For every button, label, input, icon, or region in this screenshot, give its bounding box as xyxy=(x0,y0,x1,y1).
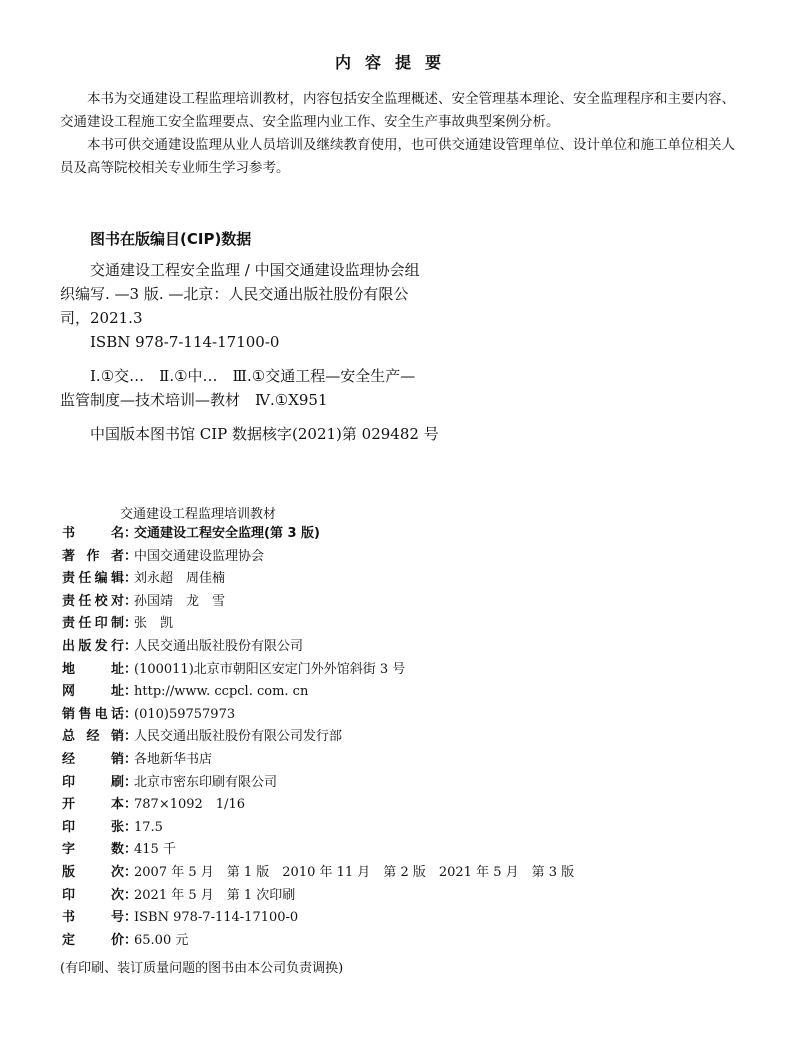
colophon-label: 责 任 印 制 xyxy=(62,616,124,632)
colophon-value: 刘永超 周佳楠 xyxy=(134,571,226,587)
colophon-value: (010)59757973 xyxy=(134,706,236,722)
colophon-row xyxy=(62,523,574,546)
summary-paragraph-2: 本书可供交通建设监理从业人员培训及继续教育使用，也可供交通建设管理单位、设计单位和施工单位相关人员及高等院校相关专业师生学习参考。 xyxy=(60,137,735,176)
summary-title: 内容提要 xyxy=(334,53,455,72)
colophon-row xyxy=(62,930,574,953)
cip-line: Ⅰ.①交… Ⅱ.①中… Ⅲ.①交通工程—安全生产— xyxy=(90,367,416,385)
colophon-label: 责 任 编 辑 xyxy=(62,571,124,587)
colophon-row xyxy=(62,794,574,817)
colophon-value: http://www. ccpcl. com. cn xyxy=(134,684,309,700)
colophon-label: 定 价 xyxy=(62,932,124,948)
colophon-label: 出 版 发 行 xyxy=(62,638,124,654)
colophon-value: 2021 年 5 月 第 1 次印刷 xyxy=(134,887,296,903)
colophon-value: 787×1092 1/16 xyxy=(134,797,245,813)
colophon-colon: ： xyxy=(124,729,138,745)
colophon-row xyxy=(62,681,574,704)
colophon-value: 415 千 xyxy=(134,842,176,858)
colophon-label: 印 刷 xyxy=(62,774,124,790)
colophon-label: 开 本 xyxy=(62,797,124,813)
colophon-label: 书 名 xyxy=(62,526,124,541)
colophon-value: 2007 年 5 月 第 1 版 2010 年 11 月 第 2 版 2021 年 5 月 第 3 版 xyxy=(134,864,575,880)
colophon-value: (100011)北京市朝阳区安定门外外馆斜街 3 号 xyxy=(134,661,406,677)
colophon-row xyxy=(62,613,574,636)
colophon-value: 65.00 元 xyxy=(134,932,189,948)
summary-text xyxy=(60,88,740,180)
cip-line: 司，2021.3 xyxy=(60,309,143,327)
colophon-row xyxy=(62,546,574,569)
colophon-row xyxy=(62,636,574,659)
colophon-row xyxy=(62,659,574,682)
colophon-label: 印 张 xyxy=(62,819,124,835)
colophon-label: 书 号 xyxy=(62,910,124,926)
colophon-colon: ： xyxy=(124,548,138,564)
colophon-row xyxy=(62,817,574,840)
colophon-table xyxy=(62,523,574,952)
colophon-value: 人民交通出版社股份有限公司发行部 xyxy=(134,729,343,745)
colophon-row xyxy=(62,704,574,727)
colophon-colon: ： xyxy=(124,887,138,903)
colophon-colon: ： xyxy=(124,774,138,790)
colophon-value: 孙国靖 龙 雪 xyxy=(134,593,226,609)
colophon-value: 交通建设工程安全监理(第 3 版) xyxy=(134,526,320,541)
quality-note: (有印刷、装订质量问题的图书由本公司负责调换) xyxy=(60,961,344,976)
cip-line: 交通建设工程安全监理 / 中国交通建设监理协会组 xyxy=(90,261,420,279)
colophon-colon: ： xyxy=(124,864,138,880)
colophon-colon: ： xyxy=(124,910,138,926)
colophon-label: 字 数 xyxy=(62,842,124,858)
colophon-label: 地 址 xyxy=(62,661,124,677)
cip-line: 监管制度—技术培训—教材 Ⅳ.①X951 xyxy=(60,391,328,409)
colophon-colon: ： xyxy=(124,638,138,654)
colophon-colon: ： xyxy=(124,616,138,632)
colophon-row xyxy=(62,862,574,885)
cip-heading: 图书在版编目(CIP)数据 xyxy=(90,230,252,248)
colophon-row xyxy=(62,568,574,591)
series-name: 交通建设工程监理培训教材 xyxy=(120,507,277,522)
colophon-value: 中国交通建设监理协会 xyxy=(134,548,265,564)
colophon-row xyxy=(62,839,574,862)
colophon-colon: ： xyxy=(124,751,138,767)
colophon-label: 责 任 校 对 xyxy=(62,593,124,609)
colophon-value: 张 凯 xyxy=(134,616,174,632)
colophon-colon: ： xyxy=(124,819,138,835)
cip-line: 织编写. —3 版. —北京：人民交通出版社股份有限公 xyxy=(60,285,409,303)
colophon-colon: ： xyxy=(124,684,138,700)
colophon-row xyxy=(62,749,574,772)
colophon-value: 人民交通出版社股份有限公司 xyxy=(134,638,304,654)
colophon-colon: ： xyxy=(124,706,138,722)
colophon-colon: ： xyxy=(124,661,138,677)
colophon-colon: ： xyxy=(124,593,138,609)
colophon-colon: ： xyxy=(124,797,138,813)
colophon-colon: ： xyxy=(124,571,138,587)
cip-block xyxy=(60,258,439,446)
cip-line: 中国版本图书馆 CIP 数据核字(2021)第 029482 号 xyxy=(90,425,439,443)
colophon-label: 印 次 xyxy=(62,887,124,903)
colophon-value: 北京市密东印刷有限公司 xyxy=(134,774,278,790)
summary-paragraph-1: 本书为交通建设工程监理培训教材，内容包括安全监理概述、安全管理基本理论、安全监理程序和主要内容、交通建设工程施工安全监理要点、安全监理内业工作、安全生产事故典型案例分析。 xyxy=(60,91,735,130)
colophon-row xyxy=(62,772,574,795)
colophon-value: ISBN 978-7-114-17100-0 xyxy=(134,910,299,926)
colophon-colon: ： xyxy=(124,842,138,858)
colophon-row xyxy=(62,591,574,614)
colophon-label: 著 作 者 xyxy=(62,548,124,564)
colophon-row xyxy=(62,726,574,749)
colophon-label: 网 址 xyxy=(62,684,124,700)
colophon-label: 经 销 xyxy=(62,751,124,767)
colophon-colon: ： xyxy=(124,526,138,541)
colophon-value: 各地新华书店 xyxy=(134,751,213,767)
colophon-label: 版 次 xyxy=(62,864,124,880)
colophon-label: 销 售 电 话 xyxy=(62,706,124,722)
colophon-value: 17.5 xyxy=(134,819,163,835)
colophon-row xyxy=(62,885,574,908)
colophon-row xyxy=(62,907,574,930)
colophon-colon: ： xyxy=(124,932,138,948)
colophon-label: 总 经 销 xyxy=(62,729,124,745)
cip-line: ISBN 978-7-114-17100-0 xyxy=(90,333,280,351)
